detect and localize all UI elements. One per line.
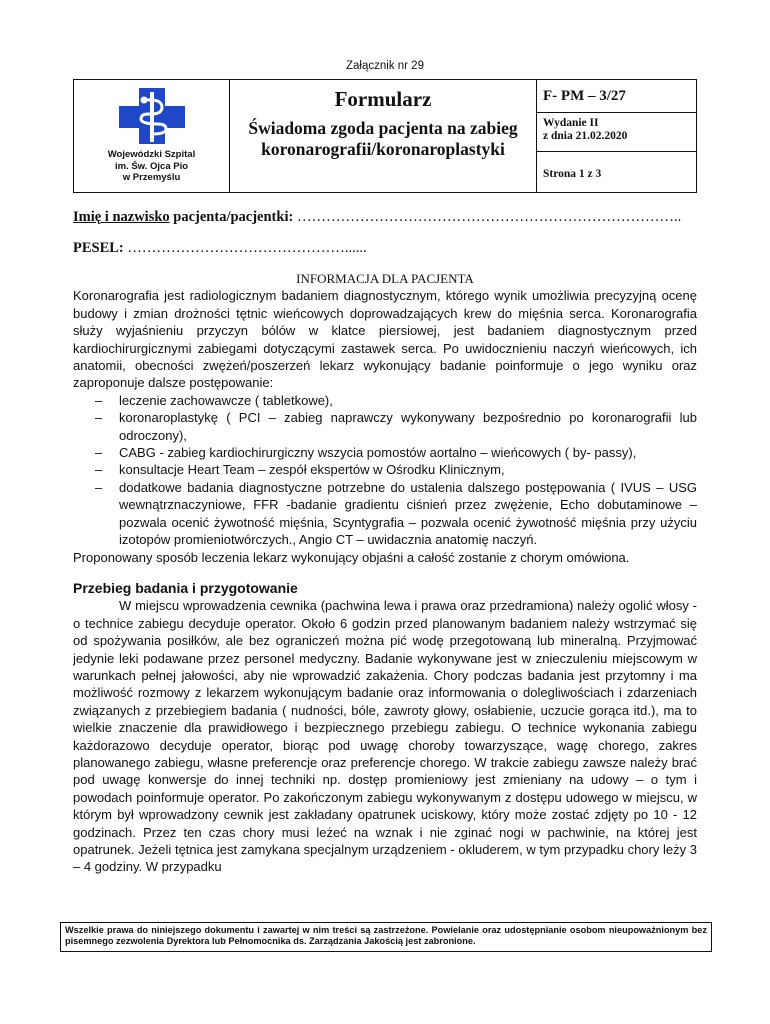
info-closing: Proponowany sposób leczenia lekarz wykonujący objaśni a całość zostanie z chorym omówiona. <box>73 549 630 565</box>
list-item: – CABG - zabieg kardiochirurgiczny wszycia pomostów aortalno – wieńcowych ( by- passy), <box>119 444 697 461</box>
edition-info <box>543 113 696 143</box>
pesel-field[interactable] <box>73 240 367 257</box>
edition-cell <box>537 113 697 152</box>
edition-date: z dnia 21.02.2020 <box>543 130 628 142</box>
medical-cross-icon <box>117 86 187 146</box>
form-title: Formularz <box>334 87 432 111</box>
list-item: – dodatkowe badania diagnostyczne potrzebne do ustalenia dalszego postępowania ( IVUS – USG wewnątrznaczyniowe, FFR -badanie gradientu ciśnień przez zwężenie, Echo dobutaminowe – pozwala ocenić żywotność mięśnia, Scyntygrafia – pozwala ocenić żywotność mięśnia przy użyciu izotopów promieniotwórczych., Angio CT – uwidacznia anatomię naczyń. <box>119 479 697 549</box>
list-item: – koronaroplastykę ( PCI – zabieg naprawczy wykonywany bezpośrednio po koronarografii lub odroczony), <box>119 409 697 444</box>
document-header <box>73 79 697 193</box>
name-label-underlined: Imię i nazwisko <box>73 209 170 225</box>
procedure-text: W miejscu wprowadzenia cewnika (pachwina lewa i prawa oraz przedramiona) należy ogolić włosy - o technice zabiegu decyduje operator. Około 6 godzin przed planowanym badaniem należy wstrzymać się od spożywania posiłków, ale bez ograniczeń można pić wodę przegotowaną lub mineralną. Przyjmować jedynie leki podawane przez personel medyczny. Badanie wykonywane jest w znieczuleniu miejscowym w warunkach pełnej jałowości, aby nie wprowadzić zakażenia. Chory podczas badania jest przytomny i ma możliwość rozmowy z lekarzem wykonującym badanie oraz informowania o dolegliwościach i zdarzeniach związanych z przebiegiem badania ( nudności, bóle, zawroty głowy, osłabienie, uczucie gorąca itd.), ma to wielkie znaczenie dla prawidłowego i bezpiecznego przebiegu zabiegu. O technice wykonania zabiegu każdorazowo decyduje operator, biorąc pod uwagę choroby towarzyszące, wagę chorego, zakres planowanego zabiegu, własne preferencje oraz preferencje chorego. W trakcie zabiegu zawsze należy brać pod uwagę konwersje do innej techniki np. dostęp promieniowy jest zmieniany na udowy – o tym i powodach poinformuje operator. Po zakończonym zabiegu wykonywanym z dostępu udowego w miejscu, w którym był wprowadzony cewnik jest zakładany opatrunek uciskowy, który może zostać zdjęty po 10 - 12 godzinach. Przez ten czas chory musi leżeć na wznak i nie zginać nogi w pachwinie, na której jest opatrunek. Jeżeli tętnica jest zamykana specjalnym urządzeniem - okluderem, w tym przypadku chory leży 3 – 4 godziny. W przypadku <box>73 598 697 875</box>
document-body <box>73 270 697 876</box>
info-heading: INFORMACJA DLA PACJENTA <box>296 271 474 286</box>
patient-name-field[interactable] <box>73 209 681 226</box>
pesel-dots[interactable]: ………………………………………...... <box>123 240 367 256</box>
info-intro: Koronarografia jest radiologicznym badaniem diagnostycznym, którego wynik umożliwia precyzyjną ocenę budowy i zmian drożności tętnic wieńcowych doprowadzających krew do mięśnia serca. Koronarografia służy wyjaśnieniu przyczyn bólów w klatce piersiowej, jest badaniem diagnostycznym przed kardiochirurgicznymi zabiegami dotyczącymi zastawek serca. Po uwidocznieniu naczyń wieńcowych, ich anatomii, obecności zwężeń/poszerzeń lekarz wykonujący badanie poinformuje o jego wyniku oraz zaproponuje dalsze postępowanie: <box>73 288 697 391</box>
page-number: Strona 1 z 3 <box>543 168 602 180</box>
edition-number: Wydanie II <box>543 117 599 129</box>
page-cell <box>537 152 697 193</box>
name-label-rest: pacjenta/pacjentki: <box>169 209 294 225</box>
list-item: – leczenie zachowawcze ( tabletkowe), <box>119 392 697 409</box>
hospital-name <box>74 149 229 184</box>
hospital-name-line: im. Św. Ojca Pio <box>114 160 189 172</box>
procedure-heading: Przebieg badania i przygotowanie <box>73 579 298 596</box>
form-title-cell <box>230 80 537 193</box>
form-code: F- PM – 3/27 <box>543 88 626 104</box>
copyright-footer: Wszelkie prawa do niniejszego dokumentu i zawartej w nim treści są zastrzeżone. Powielanie oraz udostępnianie osobom nieupoważnionym bez pisemnego zezwolenia Dyrektora lub Pełnomocnika ds. Zarządzania Jakością jest zabronione. <box>60 922 712 952</box>
pesel-label: PESEL: <box>73 240 124 256</box>
list-item: – konsultacje Heart Team – zespół ekspertów w Ośrodku Klinicznym, <box>119 461 697 478</box>
treatment-options-list <box>73 392 697 549</box>
form-subtitle <box>230 118 536 160</box>
hospital-name-line: w Przemyślu <box>122 172 181 183</box>
hospital-logo <box>117 86 187 146</box>
form-subtitle-line: Świadoma zgoda pacjenta na zabieg <box>248 118 518 138</box>
form-subtitle-line: koronarografii/koronaroplastyki <box>261 139 505 159</box>
form-code-cell <box>537 80 697 113</box>
hospital-logo-cell <box>74 80 230 193</box>
name-dots[interactable]: …………………………………………………………………….. <box>293 209 682 225</box>
hospital-name-line: Wojewódzki Szpital <box>107 149 196 160</box>
annex-number: Załącznik nr 29 <box>346 60 424 72</box>
